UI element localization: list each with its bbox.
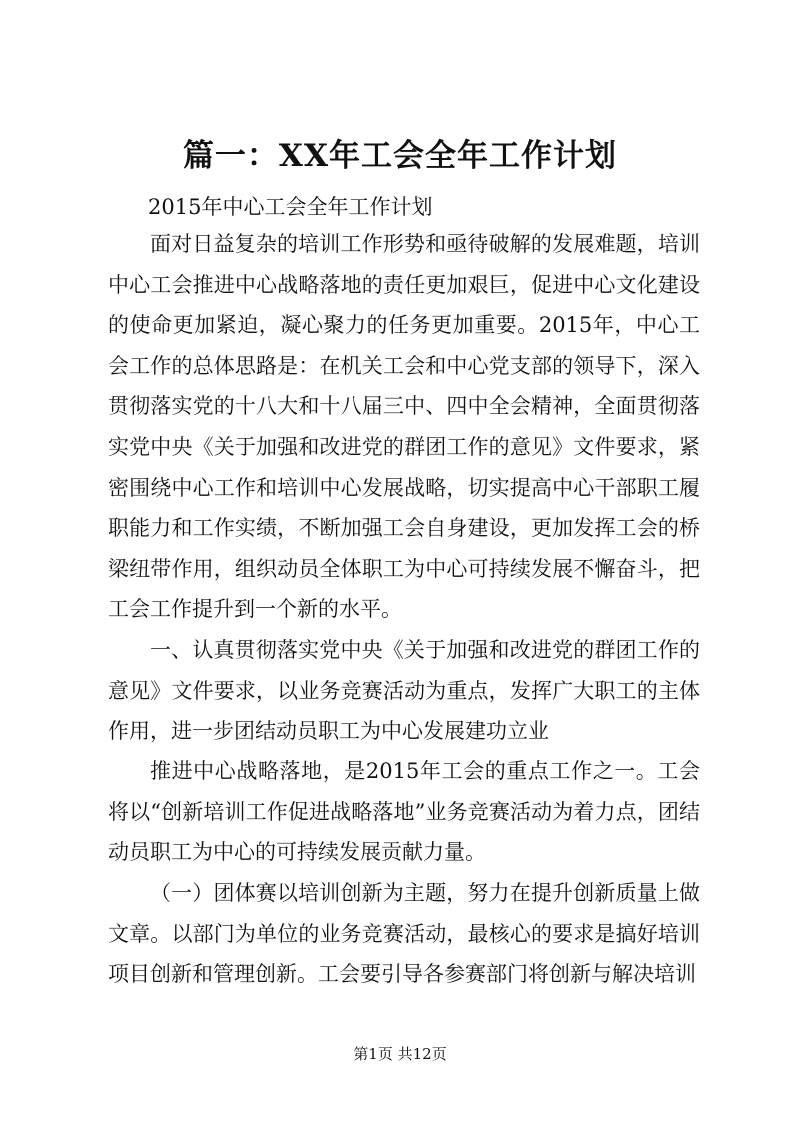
paragraph-text: （一）团体赛以培训创新为主题，努力在提升创新质量上做文章。以部门为单位的业务竞赛活动，最核心的要求是搞好培训项目创新和管理创新。工会要引导各参赛部门将创新与解决培训 <box>108 881 700 987</box>
body-paragraph <box>108 873 700 995</box>
page-footer: 第1页 共12页 <box>353 1045 447 1063</box>
body-paragraph <box>108 224 700 630</box>
body-paragraph <box>108 751 700 873</box>
document-title: 篇一：XX年工会全年工作计划 <box>182 138 618 174</box>
section-heading-paragraph <box>108 630 700 752</box>
paragraph-text: 一、认真贯彻落实党中央《关于加强和改进党的群团工作的意见》文件要求，以业务竞赛活动为重点，发挥广大职工的主体作用，进一步团结动员职工为中心发展建功立业 <box>108 638 700 744</box>
paragraph-text: 面对日益复杂的培训工作形势和亟待破解的发展难题，培训中心工会推进中心战略落地的责任更加艰巨，促进中心文化建设的使命更加紧迫，凝心聚力的任务更加重要。2015年，中心工会工作的总体思路是：在机关工会和中心党支部的领导下，深入贯彻落实党的十八大和十八届三中、四中全会精神，全面贯彻落实党中央《关于加强和改进党的群团工作的意见》文件要求，紧密围绕中心工作和培训中心发展战略，切实提高中心干部职工履职能力和工作实绩，不断加强工会自身建设，更加发挥工会的桥梁纽带作用，组织动员全体职工为中心可持续发展不懈奋斗，把工会工作提升到一个新的水平。 <box>108 232 700 622</box>
paragraph-text: 推进中心战略落地，是2015年工会的重点工作之一。工会将以“创新培训工作促进战略落地”业务竞赛活动为着力点，团结动员职工为中心的可持续发展贡献力量。 <box>108 759 700 865</box>
document-subtitle: 2015年中心工会全年工作计划 <box>148 195 433 219</box>
